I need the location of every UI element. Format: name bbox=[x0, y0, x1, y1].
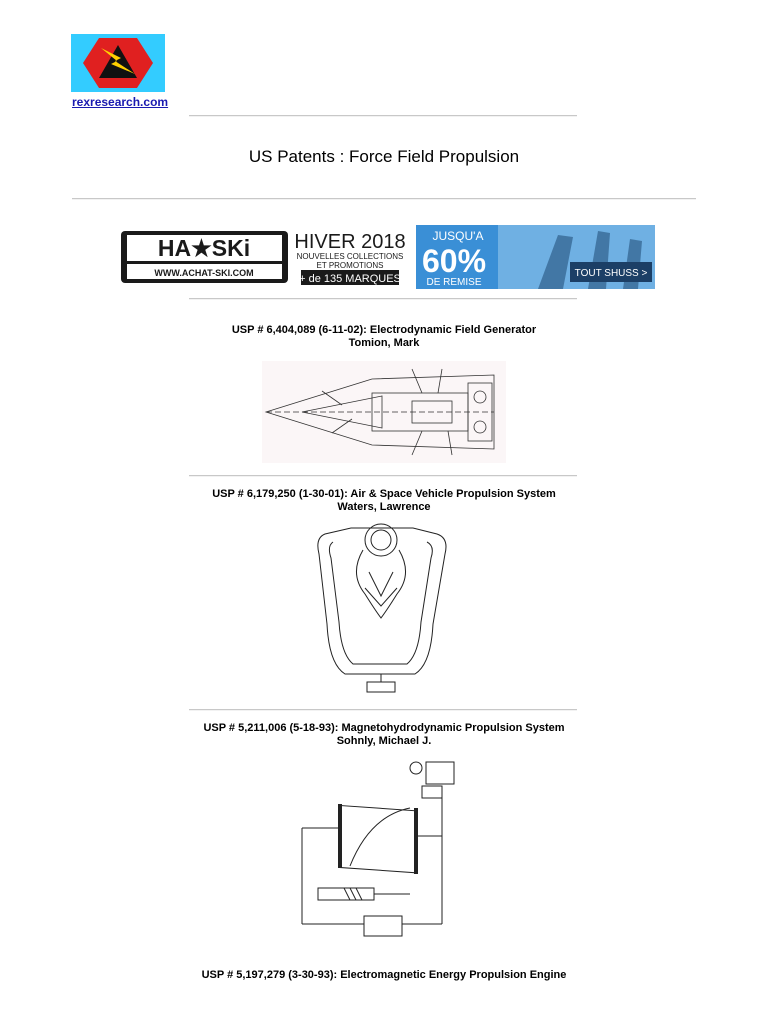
patent-entry bbox=[150, 324, 618, 350]
patent-heading: USP # 5,211,006 (5-18-93): Magnetohydrodynamic Propulsion System bbox=[203, 722, 565, 734]
patent-inventor: Waters, Lawrence bbox=[337, 501, 431, 513]
patent-entry bbox=[150, 969, 618, 982]
site-link[interactable]: rexresearch.com bbox=[72, 95, 169, 109]
ad-cta-button[interactable]: TOUT SHUSS > bbox=[574, 268, 648, 279]
patent-figure bbox=[290, 756, 480, 948]
ad-brand-url: WWW.ACHAT-SKI.COM bbox=[154, 268, 254, 278]
divider bbox=[189, 298, 577, 300]
ad-discount-value: 60% bbox=[421, 243, 487, 279]
divider bbox=[189, 709, 577, 711]
patent-figure bbox=[305, 514, 465, 696]
ad-discount-prefix: JUSQU'A bbox=[432, 229, 484, 243]
ad-season: HIVER 2018 bbox=[294, 231, 406, 253]
patent-entry bbox=[150, 488, 618, 514]
page-title: US Patents : Force Field Propulsion bbox=[248, 147, 520, 166]
patent-heading: USP # 6,179,250 (1-30-01): Air & Space Vehicle Propulsion System bbox=[212, 488, 556, 500]
patent-inventor: Tomion, Mark bbox=[348, 337, 420, 349]
patent-heading: USP # 5,197,279 (3-30-93): Electromagnetic Energy Propulsion Engine bbox=[201, 969, 567, 981]
ad-brand: HA★SKi bbox=[157, 235, 251, 261]
ad-discount-suffix: DE REMISE bbox=[426, 277, 482, 288]
ad-brands-badge: + de 135 MARQUES bbox=[299, 273, 401, 285]
patent-figure bbox=[262, 361, 506, 463]
lightning-hexagon-icon bbox=[71, 34, 165, 92]
divider bbox=[72, 198, 696, 200]
divider bbox=[189, 475, 577, 477]
ad-subtitle-1: NOUVELLES COLLECTIONS bbox=[296, 252, 404, 261]
divider bbox=[189, 115, 577, 117]
patent-inventor: Sohnly, Michael J. bbox=[336, 735, 432, 747]
ad-subtitle-2: ET PROMOTIONS bbox=[316, 261, 384, 270]
site-logo[interactable] bbox=[71, 34, 165, 92]
patent-heading: USP # 6,404,089 (6-11-02): Electrodynamic Field Generator bbox=[231, 324, 537, 336]
ad-banner[interactable] bbox=[118, 225, 655, 289]
patent-entry bbox=[150, 722, 618, 748]
